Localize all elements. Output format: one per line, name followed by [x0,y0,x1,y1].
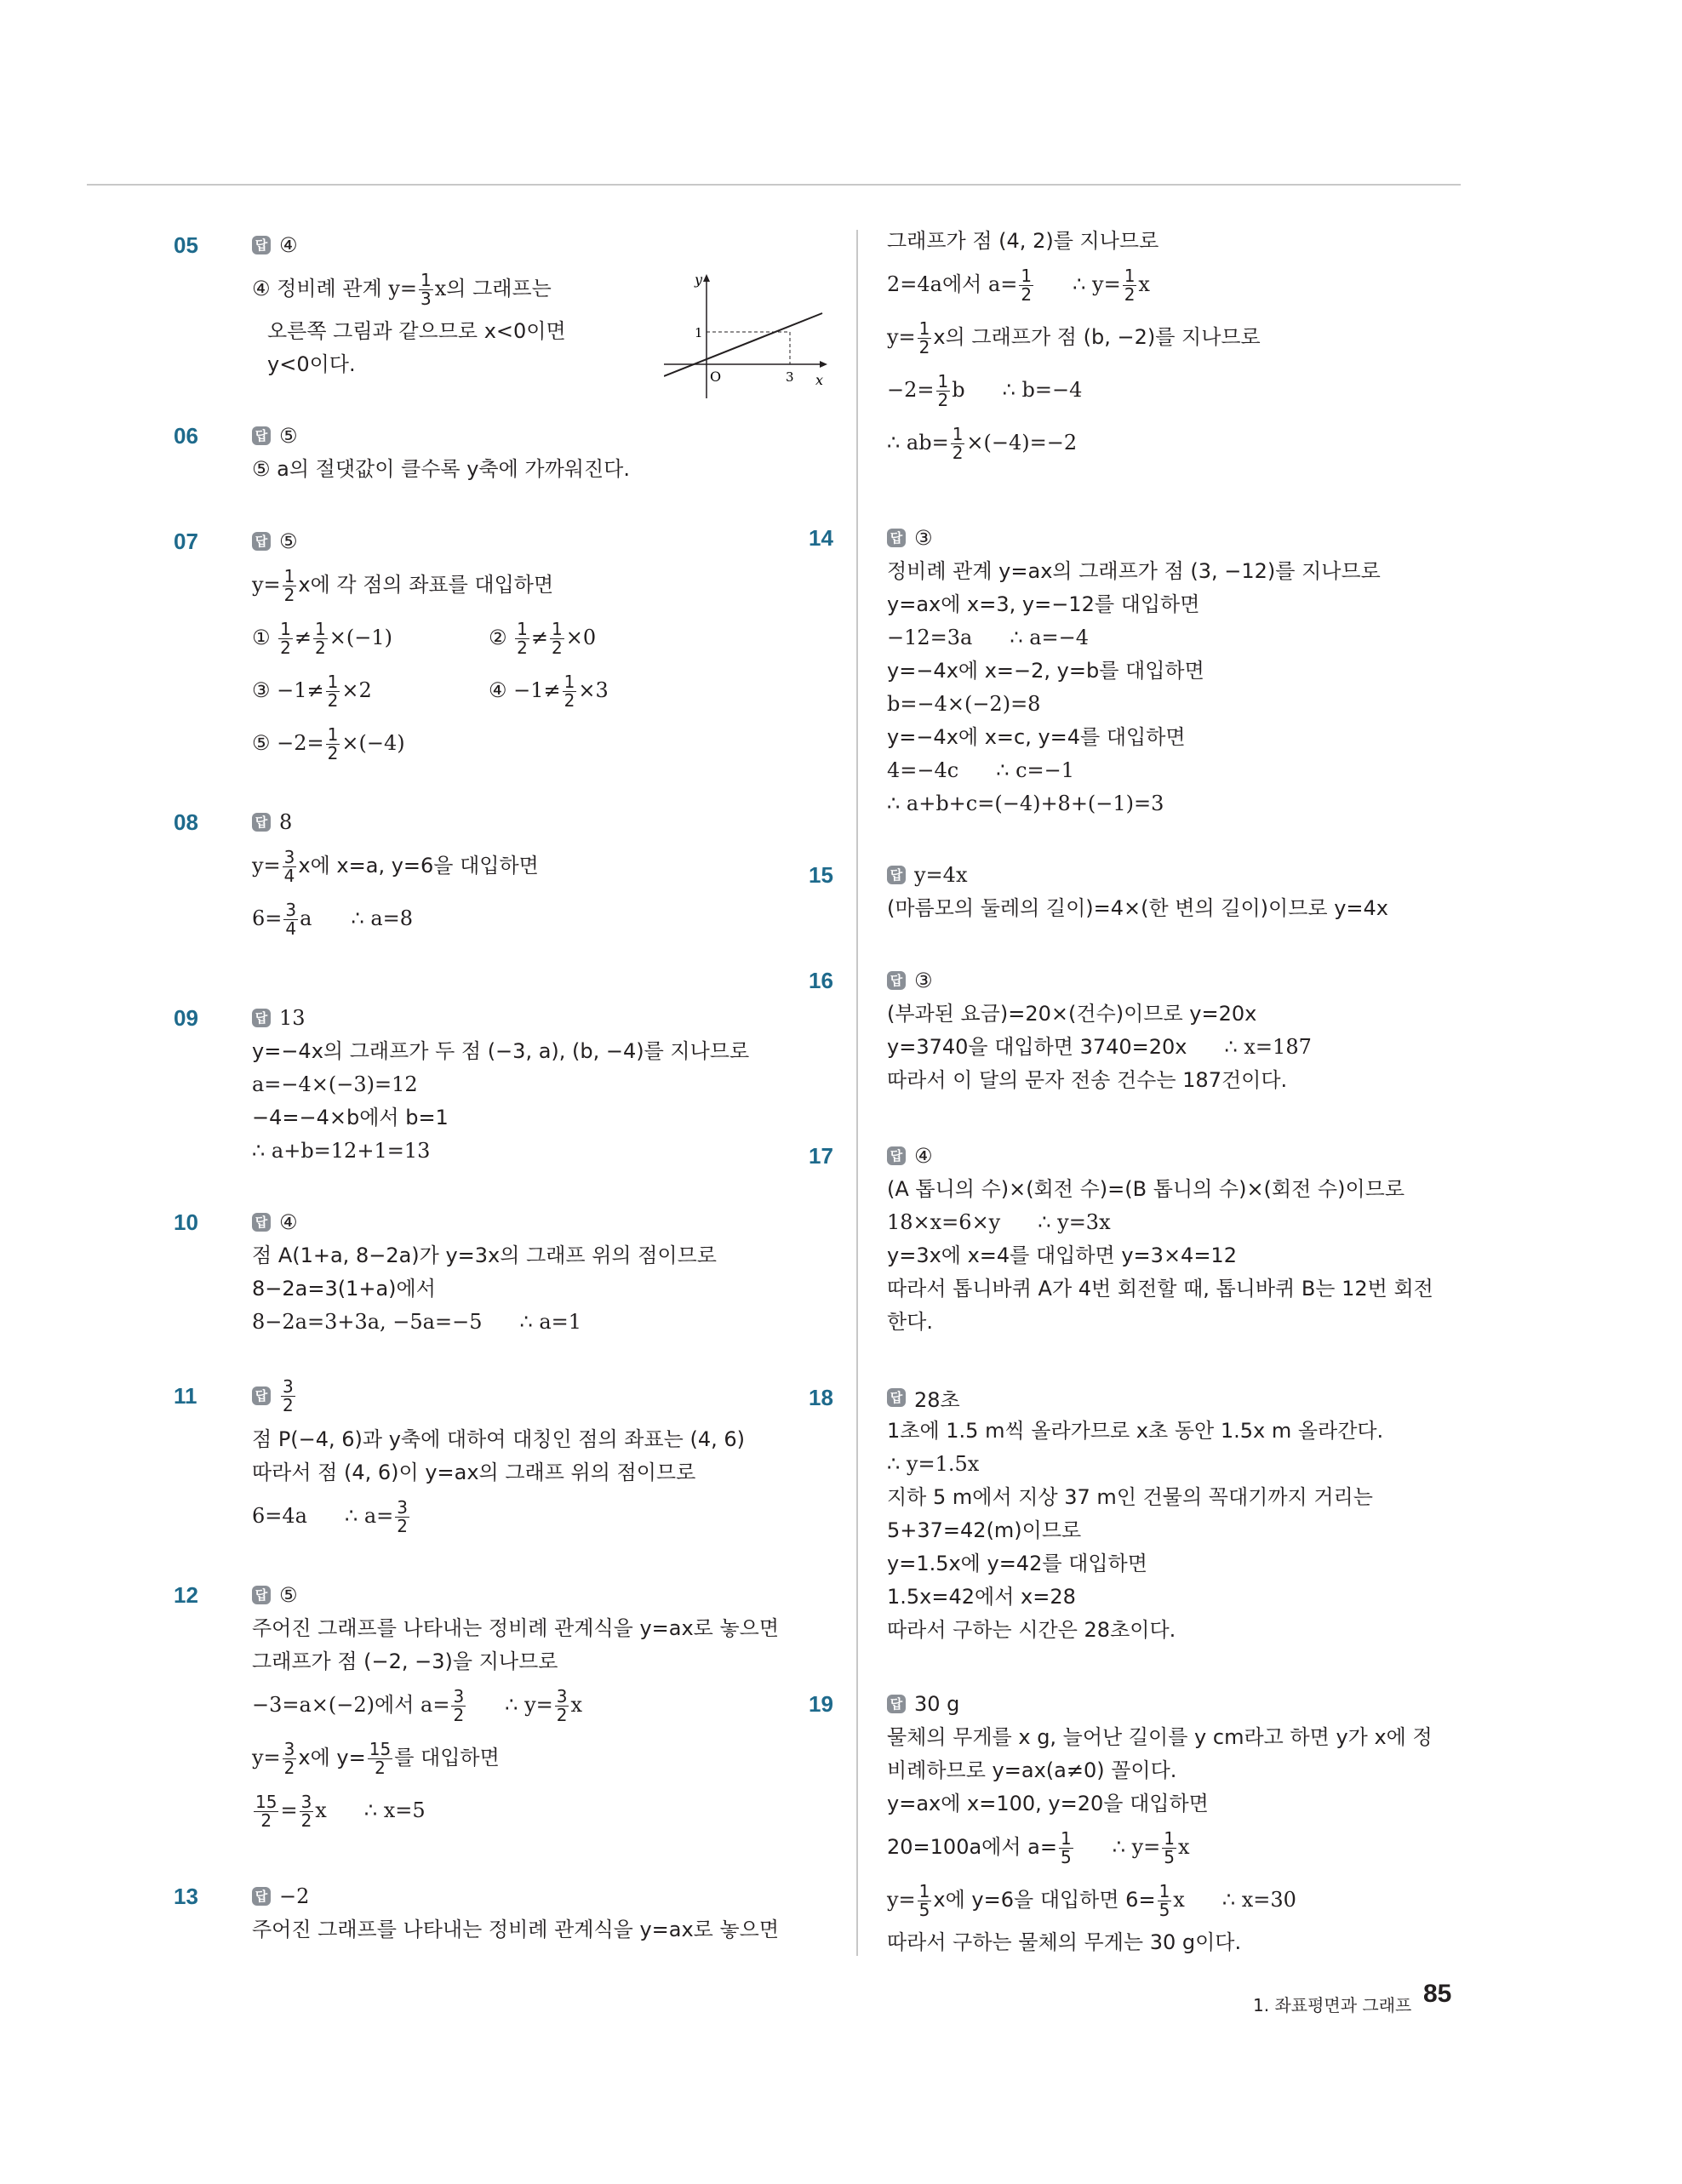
answer: ④ [279,1210,298,1234]
solution-line: y=3740을 대입하면 3740=20x ∴ x=187 [887,1035,1312,1059]
answer: 28초 [914,1387,960,1412]
solution-line: 점 A(1+a, 8−2a)가 y=3x의 그래프 위의 점이므로 [252,1244,717,1267]
problem-13-continued [887,225,1466,521]
answer: ⑤ [279,529,298,553]
y-axis-label: y [695,272,703,288]
solution-line: 1초에 1.5 m씩 올라가므로 x초 동안 1.5x m 올라간다. [887,1419,1384,1443]
answer-badge: 답 [252,1386,271,1405]
solution-line: y<0이다. [267,352,356,376]
solution-line: 따라서 이 달의 문자 전송 건수는 187건이다. [887,1068,1288,1092]
solution-line: 4=−4c ∴ c=−1 [887,758,1075,782]
problem-17 [809,1139,1466,1381]
solution-line: (부과된 요금)=20×(건수)이므로 y=20x [887,1002,1257,1026]
solution-line: (마름모의 둘레의 길이)=4×(한 변의 길이)이므로 y=4x [887,896,1388,920]
solution-line: y=3x에 x=4를 대입하면 y=3×4=12 [887,1244,1237,1267]
solution-line: y= $\frac{3}{4}$ x에 x=a, y=6을 대입하면 [252,846,539,886]
problem-number: 13 [174,1883,198,1909]
right-column [809,225,1466,1959]
solution-line: 지하 5 m에서 지상 37 m인 건물의 꼭대기까지 거리는 [887,1485,1373,1509]
problem-number: 12 [174,1581,198,1608]
solution-line: y= $\frac{3}{2}$ x에 y= $\frac{15}{2}$ 를 대입하면 [252,1738,500,1778]
solution-line: 정비례 관계 y=ax의 그래프가 점 (3, −12)를 지나므로 [887,559,1381,583]
problem-number: 15 [809,861,833,888]
problem-number: 17 [809,1142,833,1169]
solution-line: −12=3a ∴ a=−4 [887,626,1090,649]
answer-badge: 답 [252,1586,271,1604]
problem-number: 11 [174,1382,197,1409]
solution-line: ④ 정비례 관계 y= $\frac{1}{3}$ x의 그래프는 [252,269,552,309]
x-axis-label: x [815,372,824,388]
answer: ⑤ [279,1583,298,1607]
solution-line: 8−2a=3(1+a)에서 [252,1277,436,1301]
problem-number: 19 [809,1690,833,1717]
solution-line: y=ax에 x=100, y=20을 대입하면 [887,1792,1209,1815]
answer-badge: 답 [252,426,271,445]
answer-badge: 답 [252,236,271,254]
problem-05 [174,228,839,419]
answer: ④ [279,233,298,257]
solution-line: 2=4a에서 a= $\frac{1}{2}$ ∴ y= $\frac{1}{2}$ x [887,265,1150,305]
solution-line: 한다. [887,1310,933,1334]
solution-line: (A 톱니의 수)×(회전 수)=(B 톱니의 수)×(회전 수)이므로 [887,1177,1405,1201]
solution-line: ∴ y=1.5x [887,1452,980,1476]
problem-number: 08 [174,809,198,835]
solution-line: −4=−4×b에서 b=1 [252,1106,449,1129]
solution-line: ∴ ab= $\frac{1}{2}$ ×(−4)=−2 [887,423,1078,463]
solution-line: 6= $\frac{3}{4}$ a ∴ a=8 [252,899,414,939]
header-rule [87,184,1461,186]
solution-line: ⑤ a의 절댓값이 클수록 y축에 가까워진다. [252,457,630,481]
solution-line: 1.5x=42에서 x=28 [887,1585,1076,1609]
problem-number: 06 [174,422,198,449]
answer-badge: 답 [887,971,906,990]
answer-badge: 답 [887,1695,906,1713]
answer-badge: 답 [252,1213,271,1232]
problem-09 [174,1001,839,1205]
answer-badge: 답 [887,1146,906,1165]
answer: ④ [914,1144,933,1168]
problem-13 [174,1879,839,1947]
answer: 30 g [914,1692,960,1716]
solution-line: 점 P(−4, 6)과 y축에 대하여 대칭인 점의 좌표는 (4, 6) [252,1427,745,1451]
answer-badge: 답 [252,1009,271,1027]
solution-line: 8−2a=3+3a, −5a=−5 ∴ a=1 [252,1310,582,1334]
choice-row: ③ −1≠ $\frac{1}{2}$ ×2 ④ −1≠ $\frac{1}{2}$ ×3 [252,671,609,711]
answer-badge: 답 [887,529,906,547]
answer: ③ [914,526,933,550]
answer: 8 [279,810,293,834]
solution-line: 따라서 구하는 물체의 무게는 30 g이다. [887,1930,1242,1954]
solution-line: 20=100a에서 a= $\frac{1}{5}$ ∴ y= $\frac{1}{5}$ x [887,1827,1190,1867]
problem-16 [809,963,1466,1139]
solution-line: y= $\frac{1}{2}$ x에 각 점의 좌표를 대입하면 [252,565,554,605]
problem-number: 07 [174,528,198,554]
solution-line: y=−4x에 x=−2, y=b를 대입하면 [887,659,1204,683]
solution-line: y= $\frac{1}{5}$ x에 y=6을 대입하면 6= $\frac{1}{5}$ x ∴ x=30 [887,1880,1296,1920]
problem-18 [809,1381,1466,1687]
answer: y=4x [914,863,968,887]
answer-badge: 답 [887,1388,906,1407]
answer: ③ [914,969,933,992]
problem-06 [174,419,839,524]
solution-line: 주어진 그래프를 나타내는 정비례 관계식을 y=ax로 놓으면 [252,1616,780,1640]
problem-10 [174,1205,839,1369]
solution-line: 물체의 무게를 x g, 늘어난 길이를 y cm라고 하면 y가 x에 정 [887,1725,1433,1749]
problem-number: 09 [174,1004,198,1031]
answer: 13 [279,1006,306,1030]
solution-line: y=1.5x에 y=42를 대입하면 [887,1552,1147,1575]
problem-15 [809,858,1466,963]
problem-08 [174,805,839,1001]
solution-line: b=−4×(−2)=8 [887,692,1041,716]
answer-badge: 답 [252,813,271,832]
solution-line: 오른쪽 그림과 같으므로 x<0이면 [267,319,566,343]
solution-line: 그래프가 점 (−2, −3)을 지나므로 [252,1649,558,1673]
solution-line: 따라서 점 (4, 6)이 y=ax의 그래프 위의 점이므로 [252,1461,696,1484]
problem-12 [174,1578,839,1879]
solution-line: a=−4×(−3)=12 [252,1072,418,1096]
left-column [174,228,839,1947]
solution-line: 주어진 그래프를 나타내는 정비례 관계식을 y=ax로 놓으면 [252,1918,780,1941]
solution-line: 따라서 톱니바퀴 A가 4번 회전할 때, 톱니바퀴 B는 12번 회전 [887,1277,1433,1301]
chapter-footer: 1. 좌표평면과 그래프 [1253,1995,1412,2015]
solution-line: −3=a×(−2)에서 a= $\frac{3}{2}$ ∴ y= $\frac{3}{2}$ x [252,1685,583,1725]
choice-row: ① $\frac{1}{2}$ ≠ $\frac{1}{2}$ ×(−1) ② $\frac{1}{2}$ ≠ $\frac{1}{2}$ ×0 [252,618,597,658]
solution-line: 비례하므로 y=ax(a≠0) 꼴이다. [887,1758,1177,1782]
solution-line: $\frac{15}{2}$ = $\frac{3}{2}$ x ∴ x=5 [255,1791,426,1831]
answer-badge: 답 [252,1887,271,1906]
answer: 3 2 [283,1375,294,1415]
problem-number: 16 [809,967,833,993]
solution-line: y=−4x의 그래프가 두 점 (−3, a), (b, −4)를 지나므로 [252,1039,750,1063]
solution-line: 6=4a ∴ a= $\frac{3}{2}$ [252,1496,409,1536]
solution-line: 그래프가 점 (4, 2)를 지나므로 [887,229,1159,253]
answer-badge: 답 [252,532,271,551]
problem-number: 05 [174,232,198,258]
problem-14 [809,521,1466,858]
page-number: 85 [1423,1980,1452,2008]
answer-badge: 답 [887,866,906,884]
solution-line: ∴ a+b+c=(−4)+8+(−1)=3 [887,792,1164,815]
solution-line: y=ax에 x=3, y=−12를 대입하면 [887,592,1200,616]
solution-line: −2= $\frac{1}{2}$ b ∴ b=−4 [887,370,1083,410]
solution-line: 18×x=6×y ∴ y=3x [887,1210,1111,1234]
solution-line: y=−4x에 x=c, y=4를 대입하면 [887,725,1186,749]
tick-x-label: 3 [786,369,794,385]
answer: −2 [279,1884,310,1908]
problem-19 [809,1687,1466,1959]
choice-row: ⑤ −2= $\frac{1}{2}$ ×(−4) [252,723,405,763]
tick-y-label: 1 [695,325,703,340]
solution-line: 5+37=42(m)이므로 [887,1518,1082,1542]
solution-line: y= $\frac{1}{2}$ x의 그래프가 점 (b, −2)를 지나므로 [887,317,1261,357]
answer: ⑤ [279,424,298,448]
problem-number: 10 [174,1209,198,1235]
origin-label: O [710,369,722,385]
problem-07 [174,524,839,805]
problem-11 [174,1369,839,1578]
problem-number: 14 [809,524,833,551]
solution-line: 따라서 구하는 시간은 28초이다. [887,1618,1176,1642]
solution-line: ∴ a+b=12+1=13 [252,1139,431,1163]
column-divider [856,230,858,1956]
problem-number: 18 [809,1384,833,1410]
